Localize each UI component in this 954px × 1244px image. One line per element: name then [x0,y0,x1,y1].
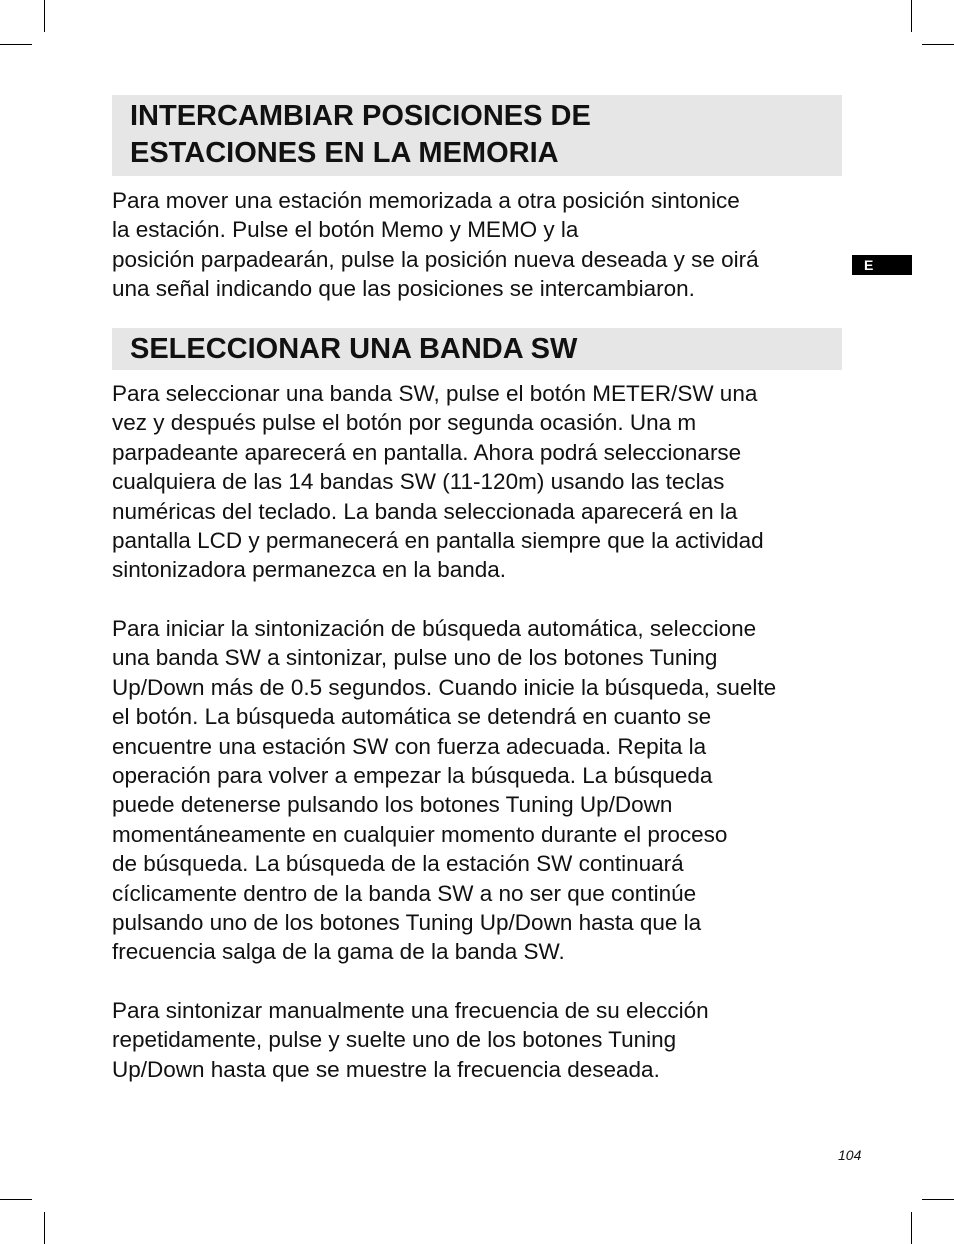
text-line: el botón. La búsqueda automática se detendrá en cuanto se [112,704,712,730]
paragraph-swap-memory [112,186,842,304]
text-line: repetidamente, pulse y suelte uno de los botones Tuning [112,1027,677,1053]
text-line: pulsando uno de los botones Tuning Up/Down hasta que la [112,910,702,936]
text-line: la estación. Pulse el botón Memo y MEMO y la [112,217,579,243]
text-line: Para mover una estación memorizada a otra posición sintonice [112,188,740,213]
crop-mark [0,44,32,45]
text-line: Up/Down más de 0.5 segundos. Cuando inicie la búsqueda, suelte [112,674,777,700]
crop-mark [922,44,954,45]
text-line: Para seleccionar una banda SW, pulse el botón METER/SW una [112,381,758,406]
text-line: momentáneamente en cualquier momento durante el proceso [112,821,728,847]
text-line: pantalla LCD y permanecerá en pantalla siempre que la actividad [112,528,764,554]
text-line: cíclicamente dentro de la banda SW a no ser que continúe [112,880,697,906]
text-line: Up/Down hasta que se muestre la frecuencia deseada. [112,1056,660,1082]
crop-mark [0,1199,32,1200]
text-line: frecuencia salga de la gama de la banda SW. [112,939,565,965]
crop-mark [44,0,45,32]
text-line: puede detenerse pulsando los botones Tuning Up/Down [112,792,673,818]
heading-line: SELECCIONAR UNA BANDA SW [130,333,578,365]
text-line: parpadeante aparecerá en pantalla. Ahora podrá seleccionarse [112,439,742,465]
text-line: encuentre una estación SW con fuerza adecuada. Repita la [112,733,707,759]
text-line: Para sintonizar manualmente una frecuencia de su elección [112,998,709,1023]
section-heading-swap-memory [112,95,842,176]
paragraph-manual-tuning [112,996,842,1084]
paragraph-auto-search [112,614,842,967]
text-line: Para iniciar la sintonización de búsqueda automática, seleccione [112,616,757,641]
text-line: posición parpadearán, pulse la posición nueva deseada y se oirá [112,246,759,272]
heading-line: INTERCAMBIAR POSICIONES DE [130,100,591,132]
crop-mark [911,0,912,32]
text-line: de búsqueda. La búsqueda de la estación SW continuará [112,851,684,877]
heading-line: ESTACIONES EN LA MEMORIA [130,137,559,169]
text-line: una señal indicando que las posiciones se intercambiaron. [112,276,695,302]
section-heading-sw-band [112,328,842,370]
text-line: sintonizadora permanezca en la banda. [112,557,507,583]
text-line: una banda SW a sintonizar, pulse uno de los botones Tuning [112,645,718,671]
crop-mark [922,1199,954,1200]
language-tab: E [852,255,912,275]
text-line: numéricas del teclado. La banda seleccionada aparecerá en la [112,498,738,524]
text-line: vez y después pulse el botón por segunda ocasión. Una m [112,410,697,436]
page-number: 104 [838,1147,862,1163]
text-line: cualquiera de las 14 bandas SW (11-120m) usando las teclas [112,469,725,495]
paragraph-sw-select [112,379,842,585]
text-line: operación para volver a empezar la búsqueda. La búsqueda [112,763,713,789]
crop-mark [911,1212,912,1244]
crop-mark [44,1212,45,1244]
